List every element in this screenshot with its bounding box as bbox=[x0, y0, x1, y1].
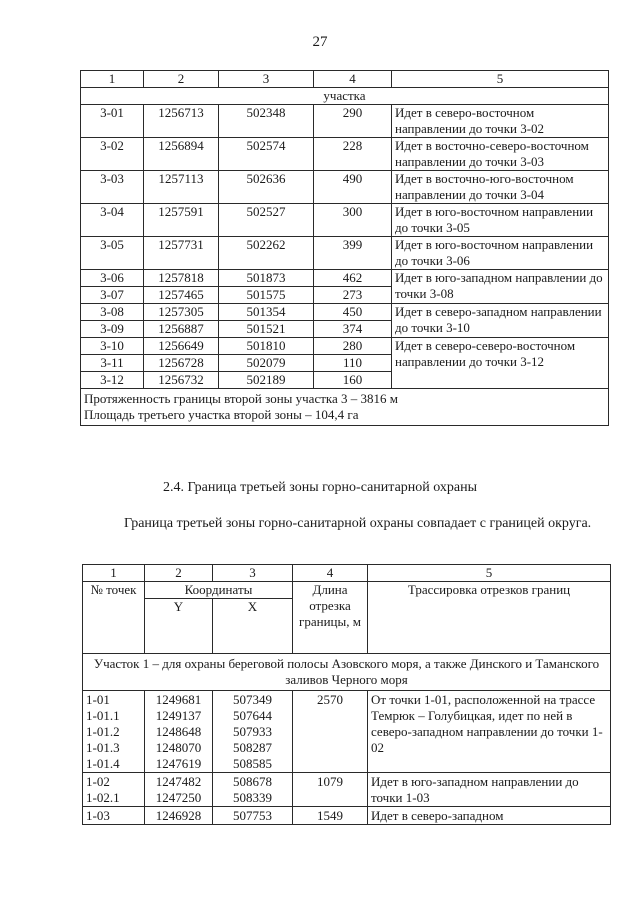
header-cell: 5 bbox=[392, 71, 609, 88]
y-cell: 501873 bbox=[219, 270, 314, 287]
y-cell: 502079 bbox=[219, 355, 314, 372]
point-cell: 3-08 bbox=[81, 304, 144, 321]
table-row bbox=[83, 691, 611, 773]
length-cell: 1079 bbox=[293, 773, 368, 807]
length-cell: 399 bbox=[314, 237, 392, 270]
description-cell: Идет в юго-восточном направлении до точки 3-05 bbox=[392, 204, 609, 237]
boundary-table-zone3 bbox=[82, 564, 611, 825]
length-cell: 110 bbox=[314, 355, 392, 372]
length-cell: 273 bbox=[314, 287, 392, 304]
length-cell: 160 bbox=[314, 372, 392, 389]
length-cell: 450 bbox=[314, 304, 392, 321]
x-cell: 1256894 bbox=[144, 138, 219, 171]
table-row bbox=[81, 171, 609, 204]
header-cell: 4 bbox=[314, 71, 392, 88]
point-cell: 3-02 bbox=[81, 138, 144, 171]
header-cell: 1 bbox=[81, 71, 144, 88]
x-cell: 1257113 bbox=[144, 171, 219, 204]
header-cell: 3 bbox=[219, 71, 314, 88]
x-cell: 1257305 bbox=[144, 304, 219, 321]
table-header-row bbox=[81, 71, 609, 88]
section-row bbox=[83, 654, 611, 691]
x-cell: 1257591 bbox=[144, 204, 219, 237]
points-cell: 1-01 1-01.1 1-01.2 1-01.3 1-01.4 bbox=[83, 691, 145, 773]
points-cell: 1-03 bbox=[83, 807, 145, 825]
section-paragraph: Граница третьей зоны горно-санитарной охраны совпадает с границей округа. bbox=[124, 516, 592, 531]
y-cell: 502636 bbox=[219, 171, 314, 204]
header-cell: 5 bbox=[368, 565, 611, 582]
col-trace-title: Трассировка отрезков границ bbox=[368, 582, 611, 654]
point-cell: 3-03 bbox=[81, 171, 144, 204]
length-cell: 2570 bbox=[293, 691, 368, 773]
point-cell: 3-12 bbox=[81, 372, 144, 389]
header-cell: 2 bbox=[145, 565, 213, 582]
header-cell: 4 bbox=[293, 565, 368, 582]
length-cell: 1549 bbox=[293, 807, 368, 825]
y-cell: 1247482 1247250 bbox=[145, 773, 213, 807]
description-cell: Идет в северо-северо-восточном направлении до точки 3-12 bbox=[392, 338, 609, 389]
boundary-table-zone2 bbox=[80, 70, 609, 426]
x-cell: 1256728 bbox=[144, 355, 219, 372]
y-cell: 501354 bbox=[219, 304, 314, 321]
x-cell: 508678 508339 bbox=[213, 773, 293, 807]
x-cell: 1257818 bbox=[144, 270, 219, 287]
col-length-title: Длина отрезка границы, м bbox=[293, 582, 368, 654]
x-cell: 1256887 bbox=[144, 321, 219, 338]
length-cell: 290 bbox=[314, 105, 392, 138]
description-cell: Идет в северо-западном направлении до точки 3-10 bbox=[392, 304, 609, 338]
table-row bbox=[81, 338, 609, 355]
header-cell: 1 bbox=[83, 565, 145, 582]
y-cell: 502348 bbox=[219, 105, 314, 138]
x-cell: 507753 bbox=[213, 807, 293, 825]
table-row bbox=[83, 773, 611, 807]
table-row bbox=[81, 105, 609, 138]
length-cell: 490 bbox=[314, 171, 392, 204]
boundary-length-text: Протяженность границы второй зоны участка 3 – 3816 м bbox=[84, 391, 399, 406]
x-cell: 1257465 bbox=[144, 287, 219, 304]
length-cell: 300 bbox=[314, 204, 392, 237]
page-number: 27 bbox=[312, 34, 328, 50]
caption-cell: участка bbox=[81, 88, 609, 105]
x-cell: 1256732 bbox=[144, 372, 219, 389]
x-cell: 1256649 bbox=[144, 338, 219, 355]
y-cell: 1246928 bbox=[145, 807, 213, 825]
header-cell: 3 bbox=[213, 565, 293, 582]
y-cell: 501575 bbox=[219, 287, 314, 304]
point-cell: 3-04 bbox=[81, 204, 144, 237]
header-cell: 2 bbox=[144, 71, 219, 88]
length-cell: 462 bbox=[314, 270, 392, 287]
length-cell: 228 bbox=[314, 138, 392, 171]
point-cell: 3-07 bbox=[81, 287, 144, 304]
table-row bbox=[81, 270, 609, 287]
description-cell: Идет в восточно-северо-восточном направлении до точки 3-03 bbox=[392, 138, 609, 171]
point-cell: 3-01 bbox=[81, 105, 144, 138]
table-row bbox=[81, 204, 609, 237]
description-cell: Идет в юго-западном направлении до точки 3-08 bbox=[392, 270, 609, 304]
coord-y-title: Y bbox=[145, 599, 213, 654]
length-cell: 280 bbox=[314, 338, 392, 355]
footer-cell bbox=[81, 389, 609, 426]
y-cell: 501521 bbox=[219, 321, 314, 338]
coords-title: Координаты bbox=[145, 582, 293, 599]
table-row bbox=[83, 807, 611, 825]
y-cell: 502189 bbox=[219, 372, 314, 389]
description-cell: Идет в юго-западном направлении до точки 1-03 bbox=[368, 773, 611, 807]
point-cell: 3-05 bbox=[81, 237, 144, 270]
y-cell: 502574 bbox=[219, 138, 314, 171]
x-cell: 1257731 bbox=[144, 237, 219, 270]
area-text: Площадь третьего участка второй зоны – 104,4 га bbox=[84, 407, 359, 422]
table-caption-row bbox=[81, 88, 609, 105]
section-cell: Участок 1 – для охраны береговой полосы Азовского моря, а также Динского и Таманского заливов Черного моря bbox=[83, 654, 611, 691]
points-cell: 1-02 1-02.1 bbox=[83, 773, 145, 807]
point-cell: 3-09 bbox=[81, 321, 144, 338]
description-cell: Идет в северо-западном bbox=[368, 807, 611, 825]
y-cell: 502527 bbox=[219, 204, 314, 237]
y-cell: 1249681 1249137 1248648 1248070 1247619 bbox=[145, 691, 213, 773]
description-cell: Идет в юго-восточном направлении до точки 3-06 bbox=[392, 237, 609, 270]
y-cell: 502262 bbox=[219, 237, 314, 270]
point-cell: 3-10 bbox=[81, 338, 144, 355]
description-cell: От точки 1-01, расположенной на трассе Темрюк – Голубицкая, идет по ней в северо-западном направлении до точки 1-02 bbox=[368, 691, 611, 773]
point-cell: 3-06 bbox=[81, 270, 144, 287]
table-header-row bbox=[83, 565, 611, 582]
table-row bbox=[81, 304, 609, 321]
table-footer-row bbox=[81, 389, 609, 426]
table-row bbox=[81, 138, 609, 171]
description-cell: Идет в восточно-юго-восточном направлении до точки 3-04 bbox=[392, 171, 609, 204]
description-cell: Идет в северо-восточном направлении до точки 3-02 bbox=[392, 105, 609, 138]
x-cell: 1256713 bbox=[144, 105, 219, 138]
length-cell: 374 bbox=[314, 321, 392, 338]
section-heading: 2.4. Граница третьей зоны горно-санитарной охраны bbox=[162, 480, 478, 495]
point-cell: 3-11 bbox=[81, 355, 144, 372]
title-row bbox=[83, 582, 611, 599]
x-cell: 507349 507644 507933 508287 508585 bbox=[213, 691, 293, 773]
y-cell: 501810 bbox=[219, 338, 314, 355]
coord-x-title: X bbox=[213, 599, 293, 654]
col-points-title: № точек bbox=[83, 582, 145, 654]
table-row bbox=[81, 237, 609, 270]
